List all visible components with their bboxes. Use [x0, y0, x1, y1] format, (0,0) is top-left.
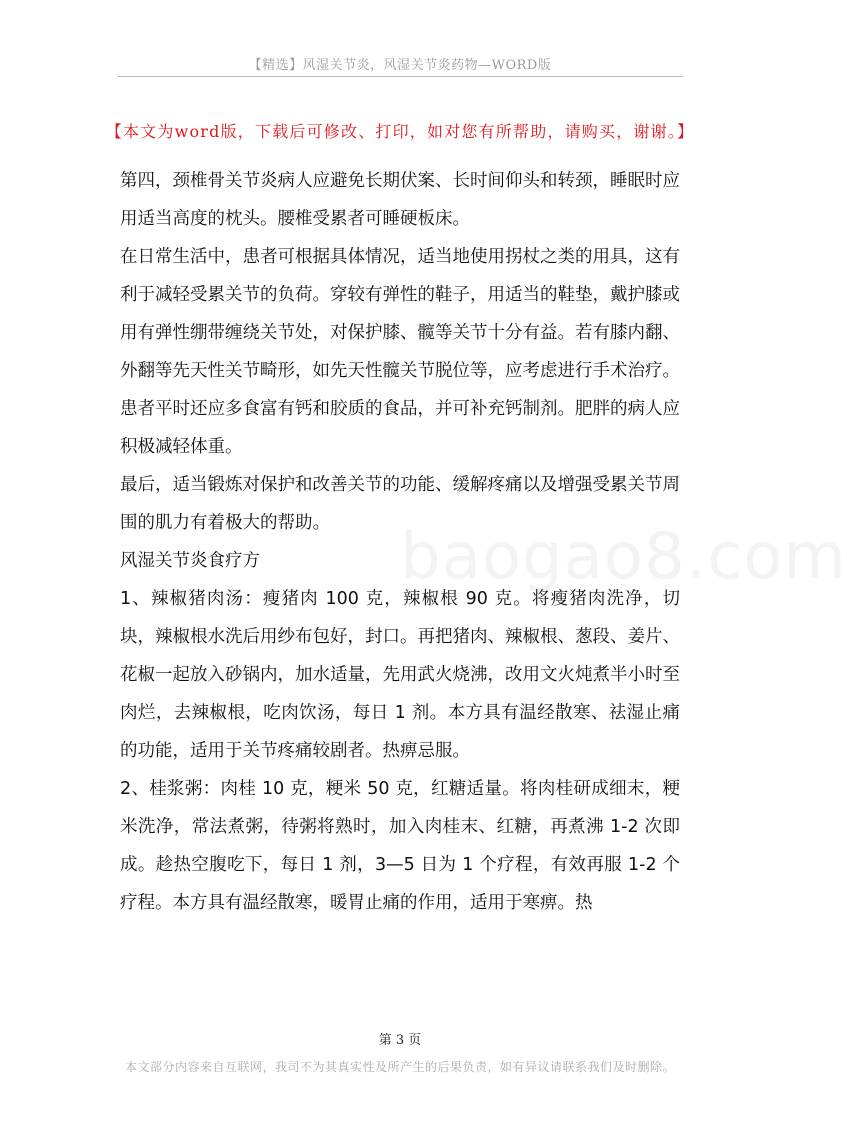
- paragraph-daily-life: 在日常生活中，患者可根据具体情况，适当地使用拐杖之类的用具，这有利于减轻受累关节的负荷。穿较有弹性的鞋子，用适当的鞋垫，戴护膝或用有弹性绷带缠绕关节处，对保护膝、髋等关节十分有益。若有膝内翻、外翻等先天性关节畸形，如先天性髋关节脱位等，应考虑进行手术治疗。患者平时还应多食富有钙和胶质的食品，并可补充钙制剂。肥胖的病人应积极减轻体重。: [120, 247, 680, 457]
- header-divider: [118, 76, 683, 77]
- paragraph-recipe-2: 2、桂浆粥：肉桂 10 克，粳米 50 克，红糖适量。将肉桂研成细末，粳米洗净，常法煮粥，待粥将熟时，加入肉桂末、红糖，再煮沸 1-2 次即成。趁热空腹吃下，每日 1 剂，3—5 日为 1 个疗程，有效再服 1-2 个疗程。本方具有温经散寒，暖胃止痛的作用，适用于寒痹。热: [120, 779, 680, 913]
- download-notice: 【本文为word版，下载后可修改、打印，如对您有所帮助，请购买，谢谢。】: [105, 122, 695, 141]
- paragraph-exercise: 最后，适当锻炼对保护和改善关节的功能、缓解疼痛以及增强受累关节周围的肌力有着极大的帮助。: [120, 475, 680, 533]
- page-header-title: 【精选】风湿关节炎，风湿关节炎药物—WORD版: [248, 58, 552, 73]
- document-body: [120, 162, 680, 922]
- paragraph-recipe-1: 1、辣椒猪肉汤：瘦猪肉 100 克，辣椒根 90 克。将瘦猪肉洗净，切块，辣椒根水洗后用纱布包好，封口。再把猪肉、辣椒根、葱段、姜片、花椒一起放入砂锅内，加水适量，先用武火烧沸，改用文火炖煮半小时至肉烂，去辣椒根，吃肉饮汤，每日 1 剂。本方具有温经散寒、祛湿止痛的功能，适用于关节疼痛较剧者。热痹忌服。: [120, 589, 680, 761]
- paragraph-cervical-advice: 第四，颈椎骨关节炎病人应避免长期伏案、长时间仰头和转颈，睡眠时应用适当高度的枕头。腰椎受累者可睡硬板床。: [120, 171, 680, 229]
- footer-disclaimer: 本文部分内容来自互联网，我司不为其真实性及所产生的后果负责，如有异议请联系我们及时删除。: [124, 1060, 675, 1074]
- page-number: 第 3 页: [378, 1033, 422, 1048]
- section-heading-diet-therapy: 风湿关节炎食疗方: [120, 551, 260, 571]
- site-watermark: baogao8.com: [400, 520, 847, 594]
